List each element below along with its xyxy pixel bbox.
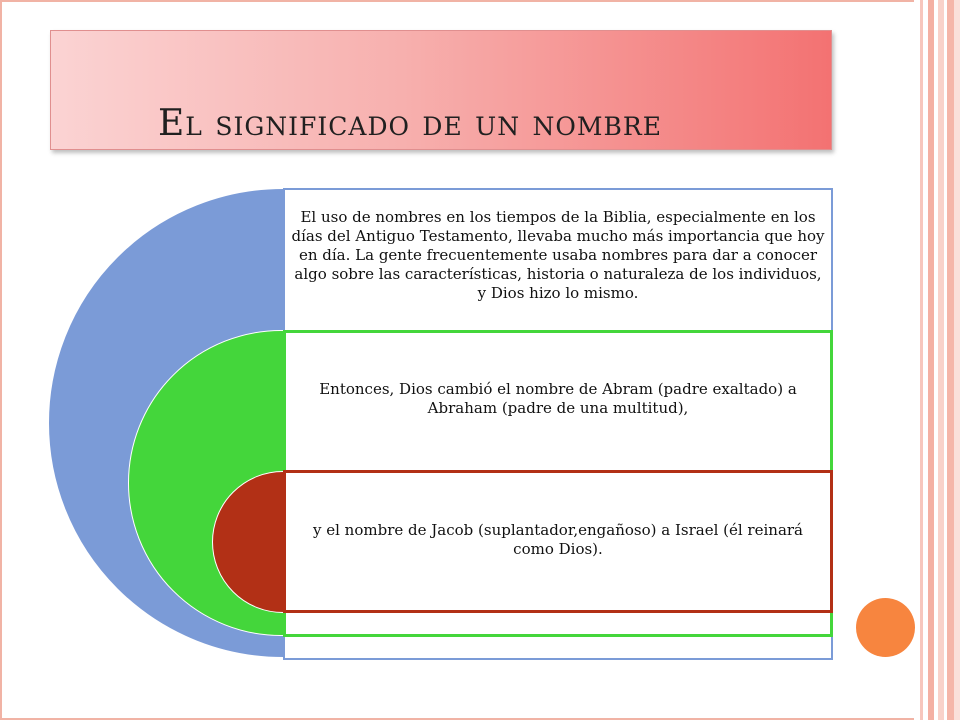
diagram-text-outer: El uso de nombres en los tiempos de la Biblia, especialmente en los días del Antiguo Testamento, llevaba mucho más importancia que hoy en día. La gente frecuentemente usaba nombres para dar a conocer algo sobre las características, historia o naturaleza de los individuos, y Dios hizo lo mismo. — [291, 208, 825, 302]
diagram-text-middle: Entonces, Dios cambió el nombre de Abram (padre exaltado) a Abraham (padre de una multitud), — [319, 380, 797, 417]
diagram-box-inner — [283, 470, 833, 613]
diagram-text-inner: y el nombre de Jacob (suplantador,engañoso) a Israel (él reinará como Dios). — [313, 520, 803, 558]
accent-dot — [856, 598, 915, 657]
slide-title: El significado de un nombre — [158, 103, 662, 144]
decorative-stripes — [914, 0, 960, 720]
